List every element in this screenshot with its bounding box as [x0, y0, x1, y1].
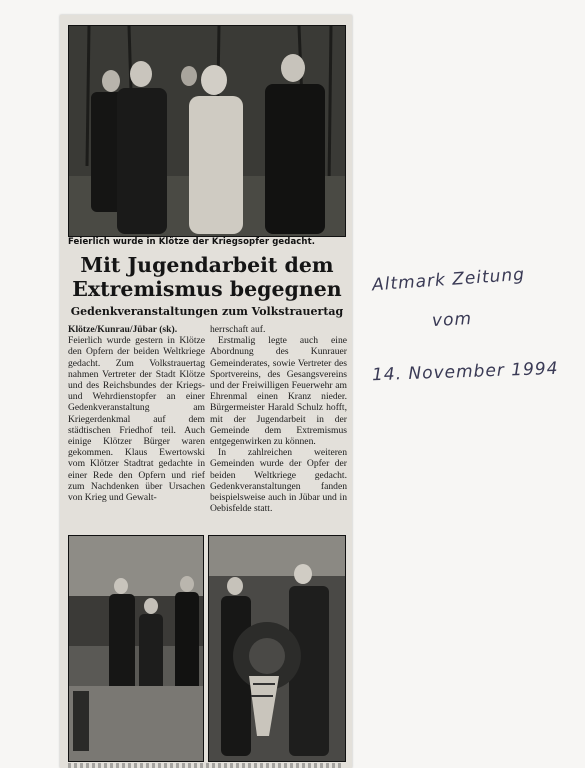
wreath-bearers-photo — [69, 536, 203, 761]
handwritten-vom: vom — [431, 308, 473, 332]
handwritten-source: Altmark Zeitung — [371, 264, 526, 296]
newspaper-clipping — [60, 15, 352, 768]
headline: Mit Jugendarbeit dem Extremismus begegnen — [72, 253, 342, 301]
column-2-paragraph-1: herrschaft auf. — [210, 324, 266, 335]
subheadline: Gedenkveranstaltungen zum Volkstrauertag — [70, 305, 344, 318]
handwritten-date: 14. November 1994 — [371, 358, 559, 386]
article-column-1 — [68, 324, 205, 503]
photo-caption: Feierlich wurde in Klötze der Kriegsopfer gedacht. — [68, 237, 316, 247]
bottom-right-photo — [208, 535, 346, 762]
column-1-text: Feierlich wurde gestern in Klötze den Opfern der beiden Weltkriege gedacht. Zum Volkstrauertag nahmen Vertreter der Stadt Klötze und des Reichsbundes der Kriegs- und Wehrdienstopfer an einer Gedenkveranstaltung am Kriegerdenkmal auf dem städtischen Friedhof teil. Auch einige Klötzer Bürger waren gekommen. Klaus Ewertowski vom Klötzer Stadtrat gedachte in einer Rede den Opfern und rief zum Nachdenken über Ursachen von Krieg und Gewalt- — [68, 335, 205, 504]
column-2-paragraph-2: Erstmalig legte auch eine Abordnung des Kunrauer Gemeinderates, sowie Vertreter des Sportvereins, des Gesangsvereins und der Freiwilligen Feuerwehr am Ehrenmal einen Kranz nieder. Bürgermeister Harald Schulz hofft, mit der Jugendarbeit in der Gemeinde dem Extremismus entgegenwirken zu können. — [210, 335, 347, 448]
column-2-paragraph-3: In zahlreichen weiteren Gemeinden wurde der Opfer der beiden Weltkriege gedacht. Gedenkveranstaltungen fanden beispielsweise auch in Jübar und in Oebisfelde statt. — [210, 447, 347, 515]
dateline: Klötze/Kunrau/Jübar (sk). — [68, 324, 178, 335]
article-column-2 — [210, 324, 347, 514]
main-photo — [68, 25, 346, 237]
bottom-left-photo — [68, 535, 204, 762]
mourners-photo — [69, 26, 345, 236]
cut-off-text-strip — [68, 763, 344, 768]
wreath-laying-photo — [209, 536, 345, 761]
